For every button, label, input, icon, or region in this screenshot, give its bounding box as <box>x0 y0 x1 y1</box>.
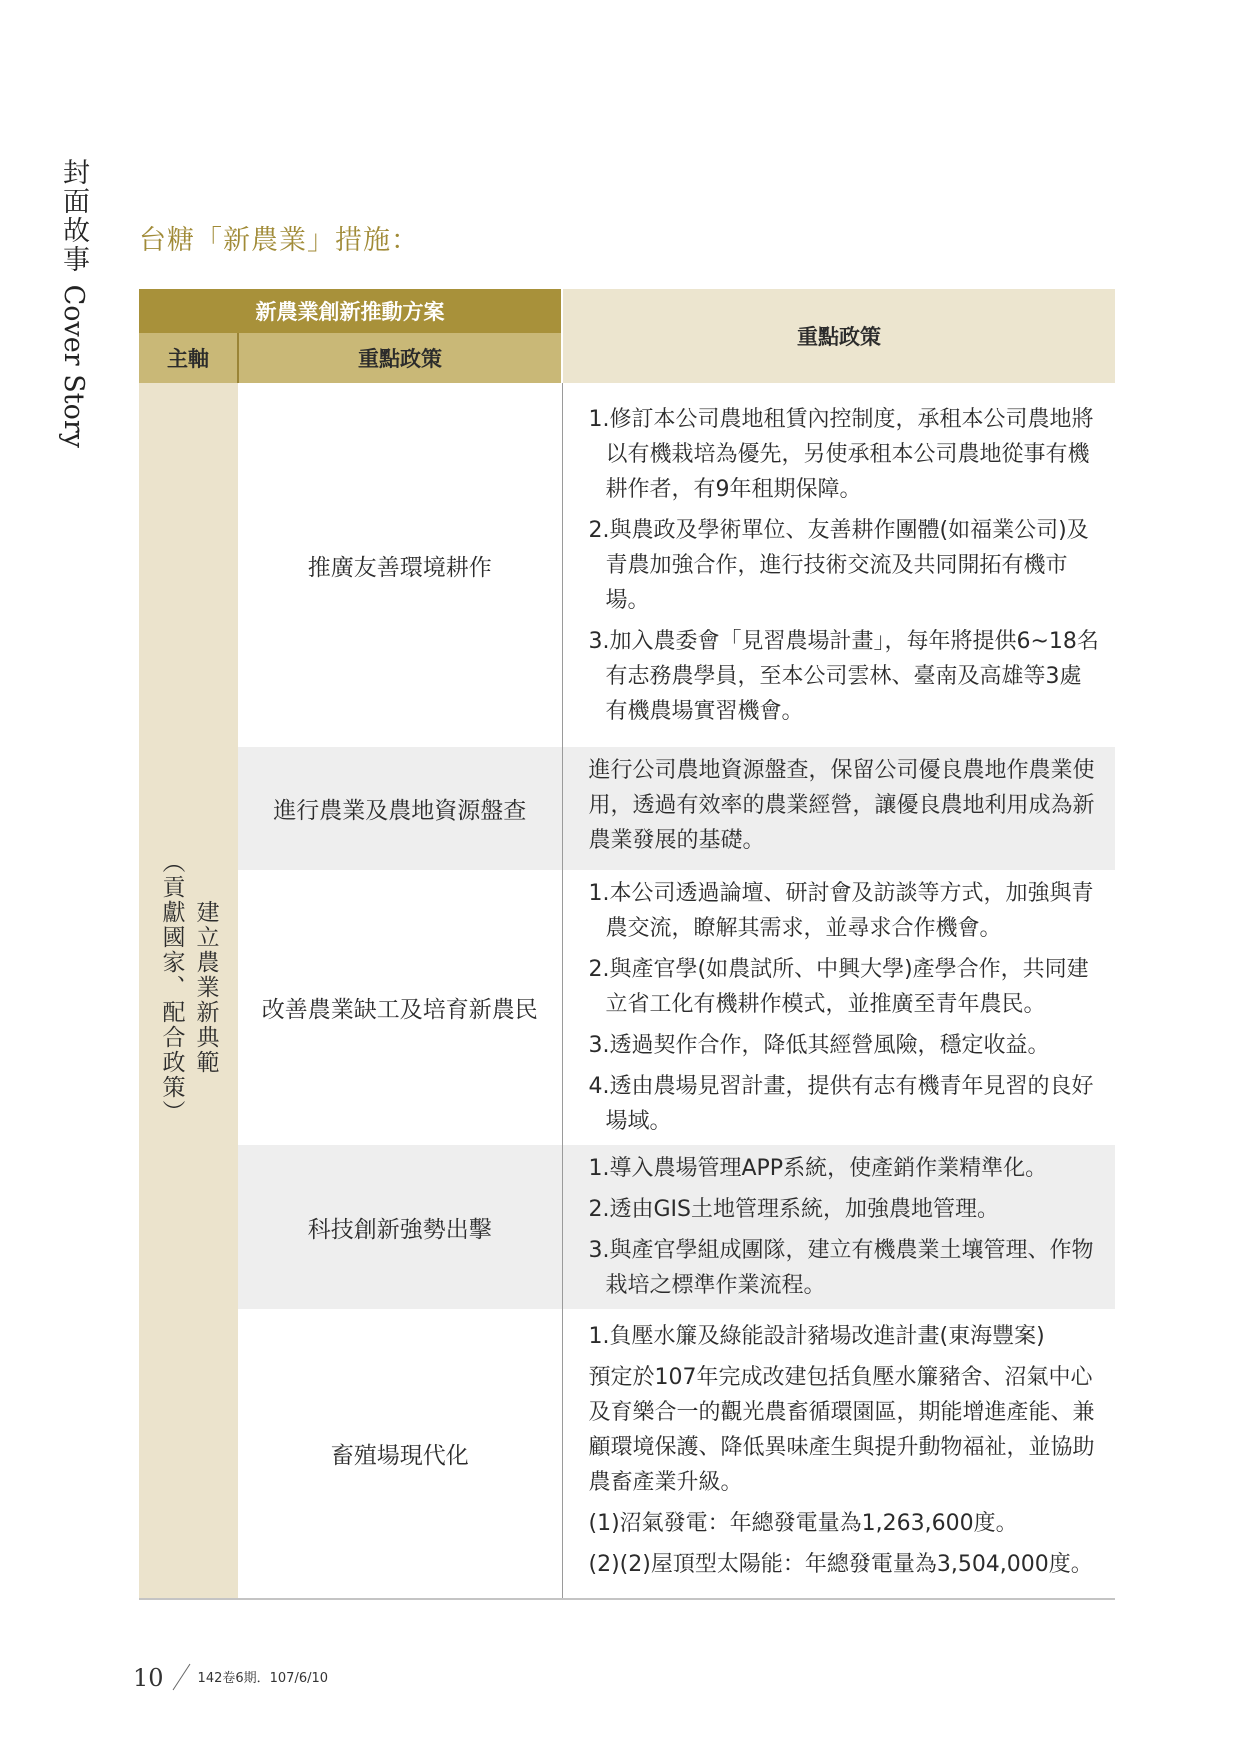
detail-item: (1)沼氣發電：年總發電量為1,263,600度。 <box>588 1511 1018 1536</box>
issue-info: 142卷6期．107/6/10 <box>197 1671 329 1686</box>
page-footer <box>133 1662 328 1692</box>
detail-item: 2.與產官學(如農試所、中興大學)產學合作，共同建立省工化有機耕作模式，並推廣至青年農民。 <box>588 957 1089 1017</box>
detail-item: 3.加入農委會「見習農場計畫」，每年將提供6~18名有志務農學員，至本公司雲林、臺南及高雄等3處有機農場實習機會。 <box>588 628 1099 724</box>
detail-item: 2.與農政及學術單位、友善耕作團體(如福業公司)及青農加強合作，進行技術交流及共同開拓有機市場。 <box>588 517 1089 613</box>
detail-item: 4.透由農場見習計畫，提供有志有機青年見習的良好場域。 <box>588 1074 1094 1134</box>
slash-divider-icon <box>170 1662 192 1692</box>
header-program: 新農業創新推動方案 <box>139 289 562 333</box>
detail-item: 1.導入農場管理APP系統，使產銷作業精準化。 <box>588 1156 1048 1181</box>
header-policy: 重點政策 <box>238 333 562 383</box>
policy-detail <box>562 1309 1115 1599</box>
policy-name: 進行農業及農地資源盤查 <box>238 747 562 870</box>
table-row <box>139 870 1115 1145</box>
policy-name: 科技創新強勢出擊 <box>238 1145 562 1309</box>
section-label-zh: 封面故事 <box>58 158 89 274</box>
axis-title: 建立農業新典範 <box>192 900 219 1075</box>
table-row <box>139 1309 1115 1599</box>
detail-item: 3.與產官學組成團隊，建立有機農業土壤管理、作物栽培之標準作業流程。 <box>588 1238 1094 1298</box>
detail-item: 1.負壓水簾及綠能設計豬場改進計畫(東海豐案) <box>588 1324 1045 1349</box>
policy-name: 改善農業缺工及培育新農民 <box>238 870 562 1145</box>
table-row <box>139 747 1115 870</box>
header-right-policy: 重點政策 <box>562 289 1115 383</box>
policy-detail <box>562 870 1115 1145</box>
table-row <box>139 1145 1115 1309</box>
policy-detail <box>562 1145 1115 1309</box>
section-label-en: Cover Story <box>58 284 89 448</box>
policy-name: 畜殖場現代化 <box>238 1309 562 1599</box>
detail-item: 3.透過契作合作，降低其經營風險，穩定收益。 <box>588 1033 1050 1058</box>
detail-item: 1.本公司透過論壇、研討會及訪談等方式，加強與青農交流，瞭解其需求，並尋求合作機會。 <box>588 881 1094 941</box>
axis-cell <box>139 383 238 1599</box>
detail-item: 預定於107年完成改建包括負壓水簾豬舍、沼氣中心及育樂合一的觀光農畜循環園區，期能增進產能、兼顧環境保護、降低異味產生與提升動物福祉，並協助農畜產業升級。 <box>588 1365 1095 1495</box>
detail-item: 進行公司農地資源盤查，保留公司優良農地作農業使用，透過有效率的農業經營，讓優良農地利用成為新農業發展的基礎。 <box>588 758 1095 853</box>
page-number: 10 <box>133 1664 164 1692</box>
detail-item: 1.修訂本公司農地租賃內控制度，承租本公司農地將以有機栽培為優先，另使承租本公司農地從事有機耕作者，有9年租期保障。 <box>588 406 1094 502</box>
axis-subtitle: （貢獻國家、配合政策） <box>158 850 185 1125</box>
policy-detail <box>562 383 1115 747</box>
detail-item: 2.透由GIS土地管理系統，加強農地管理。 <box>588 1197 999 1222</box>
section-label <box>54 158 93 448</box>
header-axis: 主軸 <box>139 333 238 383</box>
detail-item: (2)(2)屋頂型太陽能：年總發電量為3,504,000度。 <box>588 1552 1093 1577</box>
table-row <box>139 383 1115 747</box>
policy-detail <box>562 747 1115 870</box>
page-heading: 台糖「新農業」措施： <box>139 225 419 256</box>
policy-name: 推廣友善環境耕作 <box>238 383 562 747</box>
policy-table <box>139 289 1115 1600</box>
